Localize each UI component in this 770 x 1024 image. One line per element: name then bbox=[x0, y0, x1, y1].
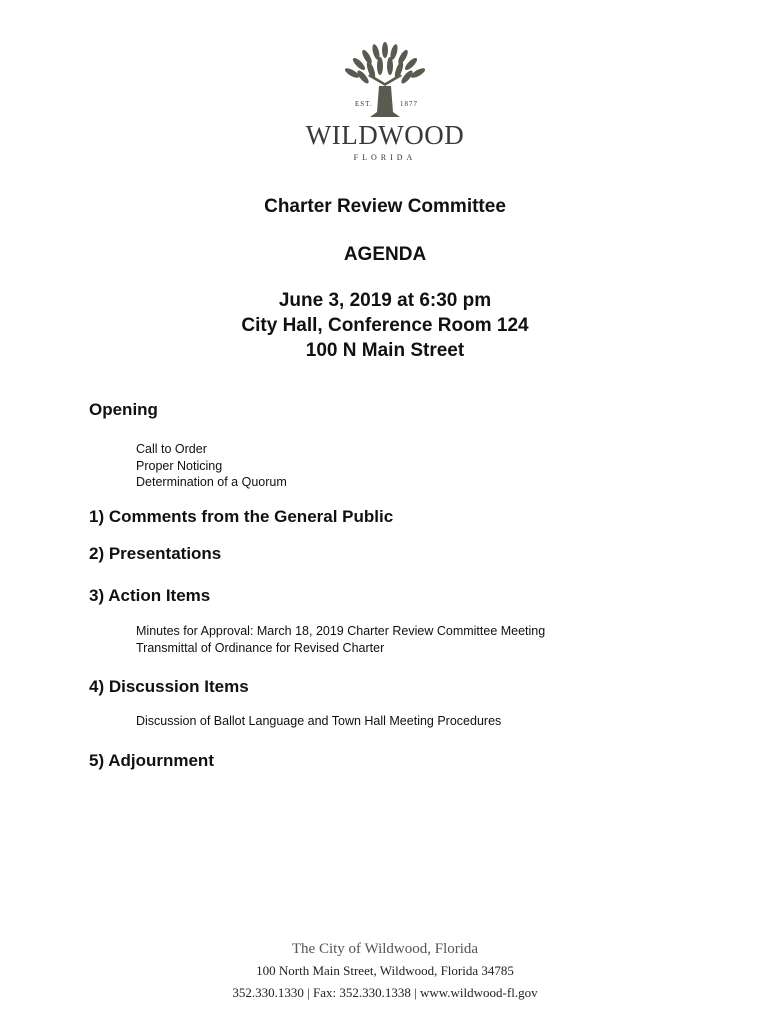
est-year: 1877 bbox=[400, 100, 418, 108]
list-item: Discussion of Ballot Language and Town Hall Meeting Procedures bbox=[136, 714, 502, 728]
action-items-heading: 3) Action Items bbox=[89, 586, 211, 605]
city-logo bbox=[300, 42, 470, 167]
discussion-items-list bbox=[136, 713, 501, 730]
est-label: EST. bbox=[355, 100, 373, 108]
list-item: Call to Order bbox=[136, 442, 207, 456]
opening-items bbox=[136, 441, 287, 491]
meeting-location: City Hall, Conference Room 124 bbox=[241, 315, 529, 336]
list-item: Minutes for Approval: March 18, 2019 Charter Review Committee Meeting bbox=[136, 624, 546, 638]
footer-address: 100 North Main Street, Wildwood, Florida 34785 bbox=[256, 963, 514, 978]
discussion-items-heading: 4) Discussion Items bbox=[89, 677, 249, 696]
action-items-list bbox=[136, 623, 545, 656]
footer-contact: 352.330.1330 | Fax: 352.330.1338 | www.wildwood-fl.gov bbox=[232, 985, 538, 1000]
page-title: AGENDA bbox=[343, 244, 427, 265]
adjournment-heading: 5) Adjournment bbox=[89, 751, 214, 770]
footer-city: The City of Wildwood, Florida bbox=[291, 941, 479, 957]
committee-name: Charter Review Committee bbox=[264, 196, 506, 217]
opening-heading: Opening bbox=[89, 400, 158, 419]
public-comments-heading: 1) Comments from the General Public bbox=[89, 507, 394, 526]
logo-state: FLORIDA bbox=[353, 153, 417, 162]
list-item: Transmittal of Ordinance for Revised Charter bbox=[136, 640, 385, 655]
presentations-heading: 2) Presentations bbox=[89, 544, 222, 563]
logo-name: WILDWOOD bbox=[305, 120, 465, 150]
list-item: Determination of a Quorum bbox=[136, 475, 287, 489]
meeting-street: 100 N Main Street bbox=[305, 340, 465, 361]
meeting-date: June 3, 2019 at 6:30 pm bbox=[278, 290, 492, 311]
list-item: Proper Noticing bbox=[136, 458, 223, 473]
